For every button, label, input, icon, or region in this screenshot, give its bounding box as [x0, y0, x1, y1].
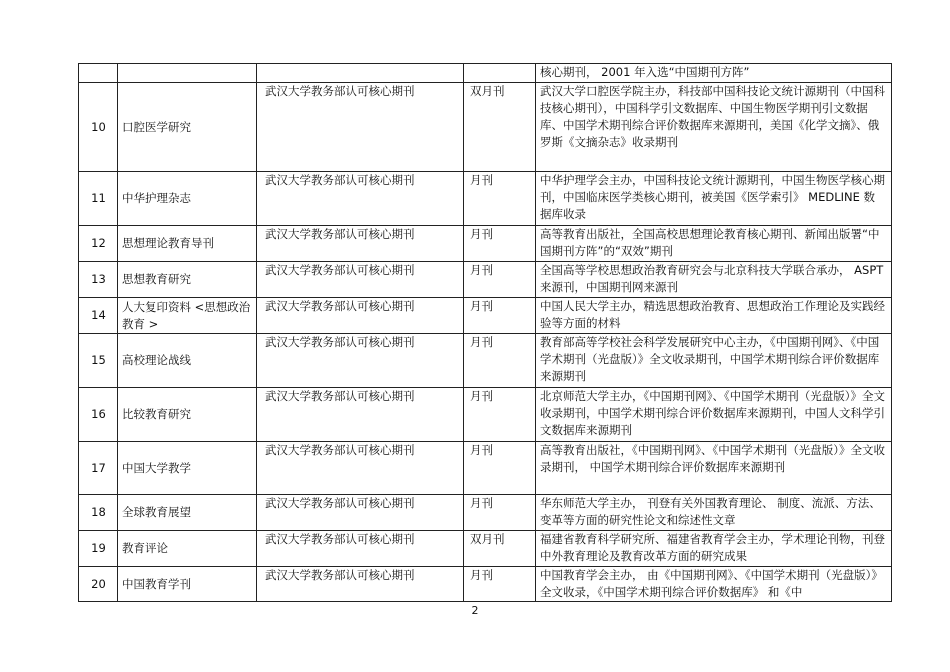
journal-description: 福建省教育科学研究所、福建省教育学会主办，学术理论刊物，刊登中外教育理论及教育改革方面的研究成果 [536, 531, 892, 567]
recognition-status: 武汉大学教务部认可核心期刊 [257, 298, 464, 334]
journal-description: 中国教育学会主办， 由《中国期刊网》、《中国学术期刊（光盘版）》全文收录，《中国学术期刊综合评价数据库》 和《中 [536, 567, 892, 602]
table-row [79, 64, 892, 83]
journal-name: 全球教育展望 [118, 495, 257, 531]
publication-frequency: 月刊 [464, 262, 536, 298]
publication-frequency: 月刊 [464, 298, 536, 334]
journal-description: 武汉大学口腔医学院主办，科技部中国科技论文统计源期刊（中国科技核心期刊），中国科学引文数据库、中国生物医学期刊引文数据库、中国学术期刊综合评价数据库来源期刊，美国《化学文摘》、俄罗斯《文摘杂志》收录期刊 [536, 83, 892, 172]
publication-frequency: 月刊 [464, 172, 536, 226]
row-number: 16 [79, 388, 118, 442]
journal-name: 口腔医学研究 [118, 83, 257, 172]
table-row [79, 226, 892, 262]
publication-frequency: 双月刊 [464, 83, 536, 172]
journal-name: 教育评论 [118, 531, 257, 567]
table-row [79, 83, 892, 172]
journal-name: 中国教育学刊 [118, 567, 257, 602]
journal-description: 高等教育出版社，《中国期刊网》、《中国学术期刊（光盘版）》全文收录期刊， 中国学术期刊综合评价数据库来源期刊 [536, 442, 892, 495]
publication-frequency: 月刊 [464, 567, 536, 602]
recognition-status: 武汉大学教务部认可核心期刊 [257, 495, 464, 531]
row-number: 10 [79, 83, 118, 172]
publication-frequency [464, 64, 536, 83]
recognition-status [257, 64, 464, 83]
table-row [79, 334, 892, 388]
page-number: 2 [471, 604, 479, 617]
recognition-status: 武汉大学教务部认可核心期刊 [257, 442, 464, 495]
table-row [79, 298, 892, 334]
recognition-status: 武汉大学教务部认可核心期刊 [257, 334, 464, 388]
journal-description: 教育部高等学校社会科学发展研究中心主办，《中国期刊网》、《中国学术期刊（光盘版）》全文收录期刊，中国学术期刊综合评价数据库来源期刊 [536, 334, 892, 388]
recognition-status: 武汉大学教务部认可核心期刊 [257, 262, 464, 298]
publication-frequency: 双月刊 [464, 531, 536, 567]
journal-description: 华东师范大学主办， 刊登有关外国教育理论、 制度、流派、方法、变革等方面的研究性论文和综述性文章 [536, 495, 892, 531]
journal-description: 核心期刊， 2001 年入选“中国期刊方阵” [536, 64, 892, 83]
row-number: 15 [79, 334, 118, 388]
row-number: 19 [79, 531, 118, 567]
table-row [79, 172, 892, 226]
recognition-status: 武汉大学教务部认可核心期刊 [257, 172, 464, 226]
journal-name: 比较教育研究 [118, 388, 257, 442]
row-number: 12 [79, 226, 118, 262]
table-row [79, 388, 892, 442]
row-number: 20 [79, 567, 118, 602]
table-row [79, 531, 892, 567]
journal-description: 北京师范大学主办，《中国期刊网》、《中国学术期刊（光盘版）》全文收录期刊，中国学术期刊综合评价数据库来源期刊，中国人文科学引文数据库来源期刊 [536, 388, 892, 442]
publication-frequency: 月刊 [464, 226, 536, 262]
recognition-status: 武汉大学教务部认可核心期刊 [257, 388, 464, 442]
publication-frequency: 月刊 [464, 442, 536, 495]
table-row [79, 495, 892, 531]
recognition-status: 武汉大学教务部认可核心期刊 [257, 567, 464, 602]
row-number: 13 [79, 262, 118, 298]
recognition-status: 武汉大学教务部认可核心期刊 [257, 531, 464, 567]
journal-name: 高校理论战线 [118, 334, 257, 388]
journal-name: 人大复印资料 <思想政治教育 > [118, 298, 257, 334]
recognition-status: 武汉大学教务部认可核心期刊 [257, 83, 464, 172]
publication-frequency: 月刊 [464, 388, 536, 442]
journal-description: 中国人民大学主办，精选思想政治教育、思想政治工作理论及实践经验等方面的材料 [536, 298, 892, 334]
table-row [79, 442, 892, 495]
journal-name [118, 64, 257, 83]
publication-frequency: 月刊 [464, 495, 536, 531]
journal-description: 中华护理学会主办，中国科技论文统计源期刊，中国生物医学核心期刊，中国临床医学类核心期刊，被美国《医学索引》 MEDLINE 数据库收录 [536, 172, 892, 226]
journal-name: 中国大学教学 [118, 442, 257, 495]
publication-frequency: 月刊 [464, 334, 536, 388]
journal-name: 中华护理杂志 [118, 172, 257, 226]
journal-description: 高等教育出版社，全国高校思想理论教育核心期刊、新闻出版署“中国期刊方阵”的“双效”期刊 [536, 226, 892, 262]
recognition-status: 武汉大学教务部认可核心期刊 [257, 226, 464, 262]
row-number: 18 [79, 495, 118, 531]
table-row [79, 262, 892, 298]
row-number [79, 64, 118, 83]
row-number: 14 [79, 298, 118, 334]
journal-table [78, 63, 892, 602]
journal-name: 思想理论教育导刊 [118, 226, 257, 262]
journal-description: 全国高等学校思想政治教育研究会与北京科技大学联合承办， ASPT来源刊，中国期刊网来源刊 [536, 262, 892, 298]
row-number: 11 [79, 172, 118, 226]
table-row [79, 567, 892, 602]
journal-table-body [79, 64, 892, 602]
journal-name: 思想教育研究 [118, 262, 257, 298]
row-number: 17 [79, 442, 118, 495]
